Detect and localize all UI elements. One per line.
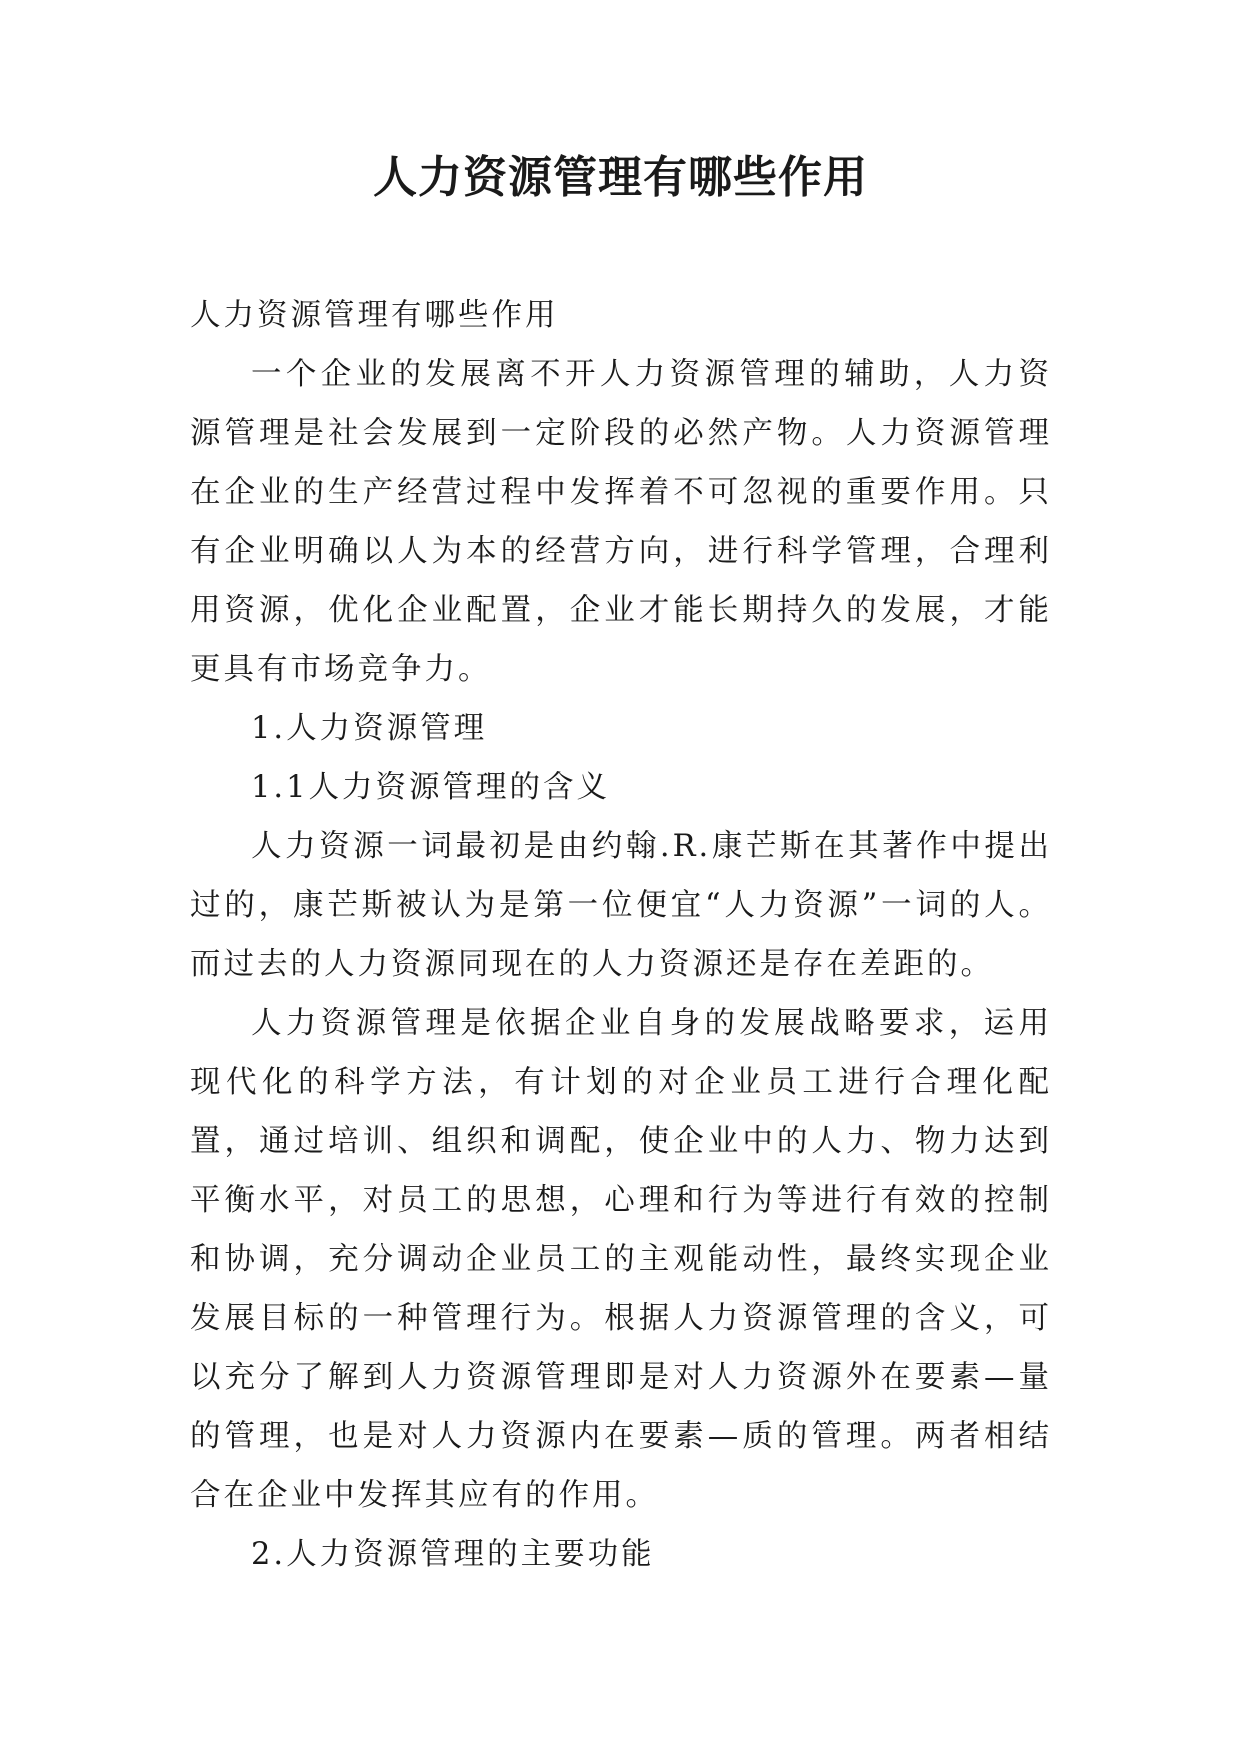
origin-paragraph: 人力资源一词最初是由约翰.R.康芒斯在其著作中提出过的，康芒斯被认为是第一位便宜“人力资源”一词的人。而过去的人力资源同现在的人力资源还是存在差距的。 [190, 829, 1052, 982]
document-title: 人力资源管理有哪些作用 [373, 152, 868, 203]
section-heading-1-1: 1.1人力资源管理的含义 [251, 770, 611, 805]
intro-paragraph: 一个企业的发展离不开人力资源管理的辅助，人力资源管理是社会发展到一定阶段的必然产物。人力资源管理在企业的生产经营过程中发挥着不可忽视的重要作用。只有企业明确以人为本的经营方向，进行科学管理，合理利用资源，优化企业配置，企业才能长期持久的发展，才能更具有市场竞争力。 [190, 357, 1052, 687]
section-heading-1: 1.人力资源管理 [251, 711, 488, 746]
definition-paragraph: 人力资源管理是依据企业自身的发展战略要求，运用现代化的科学方法，有计划的对企业员工进行合理化配置，通过培训、组织和调配，使企业中的人力、物力达到平衡水平，对员工的思想，心理和行为等进行有效的控制和协调，充分调动企业员工的主观能动性，最终实现企业发展目标的一种管理行为。根据人力资源管理的含义，可以充分了解到人力资源管理即是对人力资源外在要素—量的管理，也是对人力资源内在要素—质的管理。两者相结合在企业中发挥其应有的作用。 [190, 1006, 1052, 1513]
document-body [190, 286, 1052, 1584]
subtitle-paragraph: 人力资源管理有哪些作用 [190, 298, 559, 333]
section-heading-2: 2.人力资源管理的主要功能 [251, 1537, 655, 1572]
